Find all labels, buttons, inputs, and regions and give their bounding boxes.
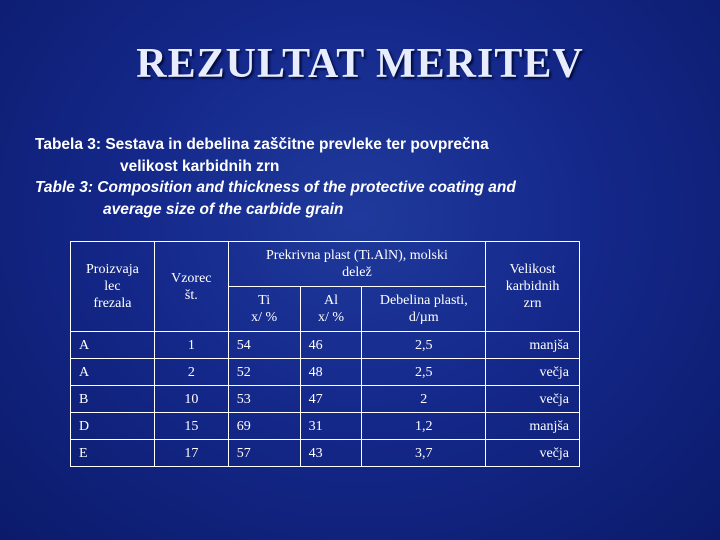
cell-sample: 17 [154,440,228,467]
cell-ti: 52 [228,359,300,386]
cell-producer: A [71,359,155,386]
cell-sample: 15 [154,413,228,440]
cell-producer: E [71,440,155,467]
cell-thickness: 2 [362,386,486,413]
cell-ti: 69 [228,413,300,440]
table-row [71,332,580,359]
table-caption [35,134,715,220]
slide-title: REZULTAT MERITEV [136,41,584,87]
cell-thickness: 1,2 [362,413,486,440]
cell-sample: 10 [154,386,228,413]
cell-al: 31 [300,413,362,440]
caption-line-en-2: average size of the carbide grain [103,200,344,218]
cell-grain: manjša [486,332,580,359]
header-sample: Vzorec št. [154,242,228,332]
cell-producer: B [71,386,155,413]
caption-line-en-1: Table 3: Composition and thickness of the protective coating and [35,179,516,196]
cell-ti: 54 [228,332,300,359]
header-thickness: Debelina plasti, d/µm [362,287,486,332]
cell-producer: D [71,413,155,440]
table-row [71,386,580,413]
table-row [71,440,580,467]
header-producer: Proizvaja lec frezala [71,242,155,332]
cell-thickness: 2,5 [362,332,486,359]
cell-grain: večja [486,386,580,413]
cell-producer: A [71,332,155,359]
cell-ti: 57 [228,440,300,467]
caption-line-sl-2: velikost karbidnih zrn [120,157,280,175]
header-al: Al x/ % [300,287,362,332]
cell-thickness: 2,5 [362,359,486,386]
cell-al: 46 [300,332,362,359]
header-coating: Prekrivna plast (Ti.AlN), molski delež [228,242,485,287]
table-row [71,413,580,440]
header-ti: Ti x/ % [228,287,300,332]
caption-line-sl-1: Tabela 3: Sestava in debelina zaščitne prevleke ter povprečna [35,136,489,153]
results-table [70,241,580,467]
table-row [71,359,580,386]
cell-sample: 1 [154,332,228,359]
header-grain-size: Velikost karbidnih zrn [486,242,580,332]
cell-sample: 2 [154,359,228,386]
cell-ti: 53 [228,386,300,413]
cell-grain: večja [486,440,580,467]
cell-al: 43 [300,440,362,467]
cell-grain: manjša [486,413,580,440]
cell-grain: večja [486,359,580,386]
cell-al: 47 [300,386,362,413]
cell-thickness: 3,7 [362,440,486,467]
cell-al: 48 [300,359,362,386]
